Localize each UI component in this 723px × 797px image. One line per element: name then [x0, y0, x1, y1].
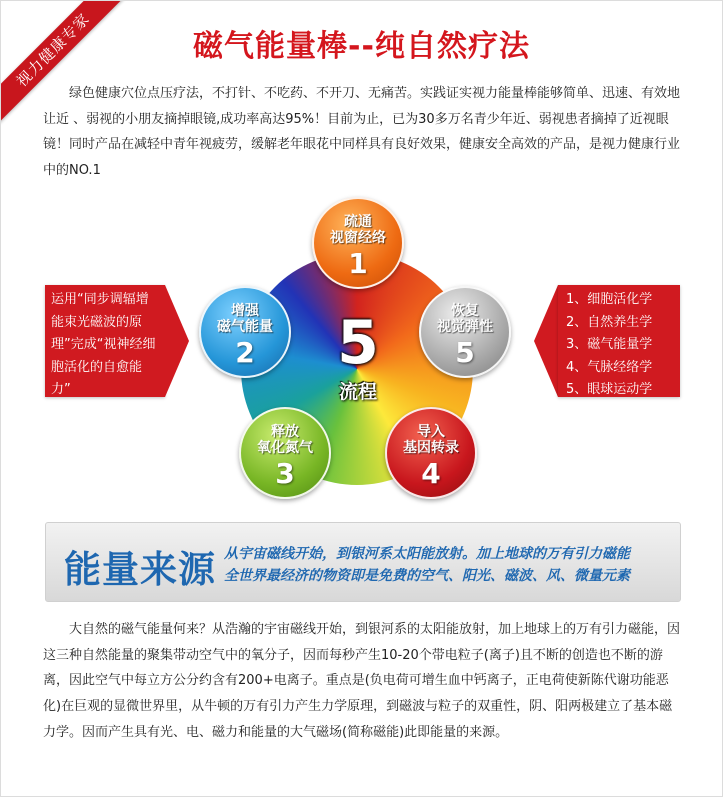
step-subtitle: 氧化氮气 — [257, 440, 313, 456]
step-number: 5 — [455, 336, 475, 369]
step-number: 1 — [348, 247, 368, 280]
five-step-process-diagram — [1, 191, 722, 511]
step-title: 释放 — [271, 424, 299, 440]
step-bubble-1 — [312, 197, 404, 289]
principle-callout: 运用“同步调辐增能束光磁波的原理”完成“视神经细胞活化的自愈能力” — [45, 285, 165, 397]
step-number: 2 — [235, 336, 255, 369]
disciplines-list — [566, 289, 672, 402]
list-item: 4、气脉经络学 — [566, 359, 653, 375]
center-label: 流程 — [338, 381, 377, 403]
callout-arrow-left-icon — [534, 285, 558, 397]
step-number: 3 — [275, 457, 295, 490]
list-item: 3、磁气能量学 — [566, 337, 653, 352]
banner-title: 能量来源 — [64, 548, 216, 591]
step-title: 增强 — [231, 303, 259, 319]
list-item: 5、眼球运动学 — [566, 382, 653, 397]
ribbon-label: 视力健康专家 — [1, 1, 126, 123]
page-title: 磁气能量棒--纯自然疗法 — [193, 29, 530, 64]
step-subtitle: 磁气能量 — [217, 319, 273, 335]
disciplines-callout — [558, 285, 680, 397]
banner-subtitle-2: 全世界最经济的物资即是免费的空气、阳光、磁波、风、微量元素 — [224, 568, 630, 584]
energy-source-paragraph: 大自然的磁气能量何来？从浩瀚的宇宙磁线开始，到银河系的太阳能放射，加上地球上的万有引力磁能，因这三种自然能量的聚集带动空气中的氧分子，因而每秒产生10-20个带电粒子(离子)且不断的创造也不断的游离，因此空气中每立方公分约含有200+电离子。重点是(负电荷可增生血中钙离子，正电荷使新陈代谢功能恶化)在巨观的显微世界里，从牛顿的万有引力产生力学原理，到磁波与粒子的双重性，阴、阳两极建立了基本磁力学。因而产生具有光、电、磁力和能量的大气磁场(简称磁能)此即能量的来源。 — [43, 622, 681, 740]
banner-subtitle-1: 从宇宙磁线开始，到银河系太阳能放射。加上地球的万有引力磁能 — [224, 546, 630, 562]
step-number: 4 — [421, 457, 441, 490]
step-bubble-2 — [199, 286, 291, 378]
intro-paragraph: 绿色健康穴位点压疗法，不打针、不吃药、不开刀、无痛苦。实践证实视力能量棒能够简单、迅速、有效地让近 、弱视的小朋友摘掉眼镜,成功率高达95%！目前为止，已为30多万名青少年近、弱视患者摘掉了近视眼镜！同时产品在减轻中青年视疲劳，缓解老年眼花中同样具有良好效果，健康安全高效的产品，是视力健康行业中的NO.1 — [43, 86, 681, 178]
step-title: 导入 — [417, 424, 445, 440]
step-subtitle: 基因转录 — [403, 440, 459, 456]
callout-arrow-right-icon — [165, 285, 189, 397]
step-bubble-3 — [239, 407, 331, 499]
step-title: 疏通 — [344, 214, 372, 230]
energy-source-banner — [45, 522, 681, 602]
list-item: 2、自然养生学 — [566, 314, 653, 330]
center-number: 5 — [337, 308, 379, 378]
step-bubble-4 — [385, 407, 477, 499]
list-item: 1、细胞活化学 — [566, 292, 653, 307]
step-subtitle: 视窗经络 — [330, 230, 386, 246]
step-title: 恢复 — [451, 303, 479, 319]
step-subtitle: 视觉弹性 — [437, 319, 493, 335]
step-bubble-5 — [419, 286, 511, 378]
